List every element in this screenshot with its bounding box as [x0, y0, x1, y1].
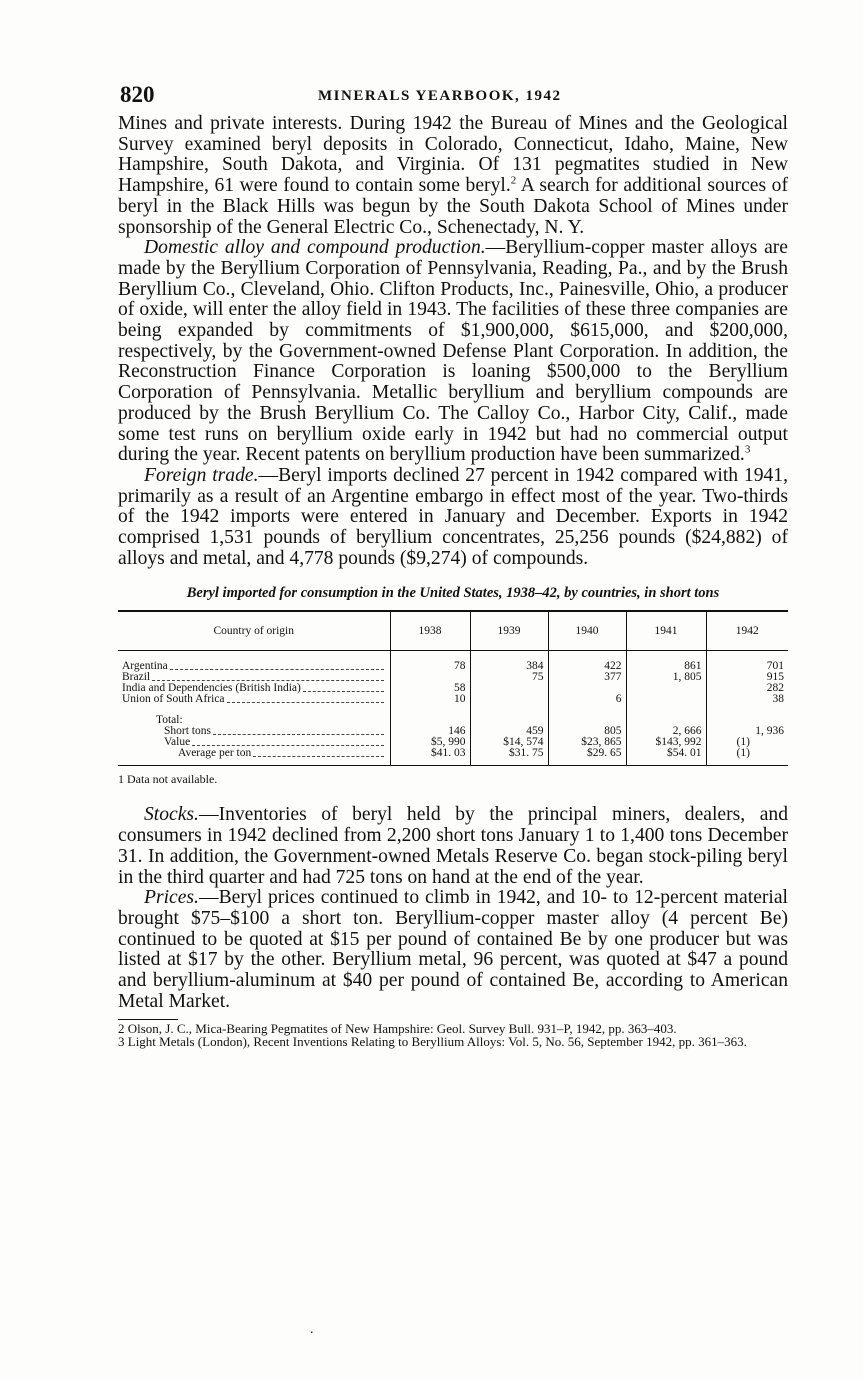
- row-label: Short tons: [164, 726, 211, 738]
- table-cell: [626, 694, 706, 705]
- section-heading-stocks: Stocks.: [144, 804, 199, 826]
- table-caption: Beryl imported for consumption in the United States, 1938–42, by countries, in short tons: [186, 585, 720, 602]
- section-heading-domestic-alloy: Domestic alloy and compound production.: [144, 237, 486, 259]
- column-header: 1942: [706, 611, 788, 651]
- table-row: [118, 748, 788, 766]
- table-row: [118, 694, 788, 705]
- table-cell: $143, 992: [626, 737, 706, 748]
- table-cell: 146: [390, 726, 470, 737]
- paragraph-domestic-alloy: Domestic alloy and compound production.—Beryllium-copper master alloys are made by the Beryllium Corporation of Pennsylvania, Reading, Pa., and by the Brush Beryllium Co., Cleveland, Ohio. Clifton Products, Inc., Painesville, Ohio, a producer of oxide, will enter the alloy field in 1943. The facilities of these three companies are being expanded by commitments of $1,900,000, $615,000, and $200,000, respectively, by the Government-owned Defense Plant Corporation. In addition, the Reconstruction Finance Corporation is loaning $500,000 to the Beryllium Corporation of Pennsylvania. Metallic beryllium and beryllium compounds are produced by the Brush Beryllium Co. The Calloy Co., Harbor City, Calif., made some test runs on beryllium oxide early in 1942 but had no commercial output during the year. Recent patents on beryllium production have been summarized.$^3$: [118, 237, 788, 466]
- page-header: [118, 82, 788, 112]
- column-header: 1941: [626, 611, 706, 651]
- table-cell: 805: [548, 726, 626, 737]
- column-header: 1939: [470, 611, 548, 651]
- table-cell: $23, 865: [548, 737, 626, 748]
- table-cell: (1): [706, 748, 788, 766]
- table-cell: 10: [390, 694, 470, 705]
- row-label: Value: [164, 737, 191, 749]
- total-label: Total:: [156, 714, 183, 727]
- row-label: India and Dependencies (British India): [122, 683, 301, 695]
- table-cell: (1): [706, 737, 788, 748]
- table-cell: $14, 574: [470, 737, 548, 748]
- table-cell: 75: [470, 672, 548, 683]
- footnote: 2 Olson, J. C., Mica-Bearing Pegmatites of New Hampshire: Geol. Survey Bull. 931–P, 1942, pp. 363–403.: [118, 1020, 677, 1036]
- table-cell: 861: [626, 661, 706, 672]
- table-cell: 915: [706, 672, 788, 683]
- table-cell: $41. 03: [390, 748, 470, 766]
- row-label: Average per ton: [178, 748, 252, 760]
- table-cell: 78: [390, 661, 470, 672]
- table-cell: 1, 936: [706, 726, 788, 737]
- column-header: Country of origin: [118, 611, 390, 651]
- running-title: MINERALS YEARBOOK, 1942: [318, 88, 562, 104]
- table-row: [118, 683, 788, 694]
- table-cell: 58: [390, 683, 470, 694]
- table-cell: 422: [548, 661, 626, 672]
- table-cell: $54. 01: [626, 748, 706, 766]
- footnote-rule: [118, 1019, 178, 1020]
- table-cell: 2, 666: [626, 726, 706, 737]
- table-cell: [470, 683, 548, 694]
- table-cell: $29. 65: [548, 748, 626, 766]
- page-mark: .: [310, 1322, 314, 1337]
- table-cell: [470, 694, 548, 705]
- table-cell: $5, 990: [390, 737, 470, 748]
- page-number: 820: [120, 82, 155, 107]
- section-heading-foreign-trade: Foreign trade.: [144, 464, 259, 486]
- beryl-imports-table: [118, 610, 788, 766]
- table-row: [118, 672, 788, 683]
- paragraph-stocks: Stocks.—Inventories of beryl held by the principal miners, dealers, and consumers in 1942 declined from 2,200 short tons January 1 to 1,400 tons December 31. In addition, the Government-owned Metals Reserve Co. began stock-piling beryl in the third quarter and had 725 tons on hand at the end of the year.: [118, 804, 788, 888]
- table-cell: 1, 805: [626, 672, 706, 683]
- footnote: 3 Light Metals (London), Recent Inventions Relating to Beryllium Alloys: Vol. 5, No. 56, September 1942, pp. 361–363.: [118, 1033, 747, 1049]
- table-cell: 459: [470, 726, 548, 737]
- table-cell: $31. 75: [470, 748, 548, 766]
- table-cell: 282: [706, 683, 788, 694]
- table-cell: [626, 683, 706, 694]
- table-header-row: [118, 611, 788, 651]
- row-label: Brazil: [122, 672, 151, 684]
- table-cell: 384: [470, 661, 548, 672]
- paragraph-bureau-of-mines: Mines and private interests. During 1942 the Bureau of Mines and the Geological Survey examined beryl deposits in Colorado, Connecticut, Idaho, Maine, New Hampshire, South Dakota, and Virginia. Of 131 pegmatites studied in New Hampshire, 61 were found to contain some beryl.$^2$ A search for additional sources of beryl in the Black Hills was begun by the South Dakota School of Mines under sponsorship of the General Electric Co., Schenectady, N. Y.: [118, 113, 788, 238]
- table-cell: [548, 683, 626, 694]
- table-footnote: 1 Data not available.: [118, 772, 218, 787]
- table-cell: 6: [548, 694, 626, 705]
- section-heading-prices: Prices.: [144, 887, 199, 909]
- row-label: Argentina: [122, 661, 168, 673]
- table-cell: 701: [706, 661, 788, 672]
- paragraph-prices: Prices.—Beryl prices continued to climb in 1942, and 10- to 12-percent material brought $75–$100 a short ton. Beryllium-copper master alloy (4 percent Be) continued to be quoted at $15 per pound of contained Be by one producer but was listed at $17 by the other. Beryllium metal, 96 percent, was quoted at $47 a pound and beryllium-aluminum at $40 per pound of contained Be, according to American Metal Market.: [118, 887, 788, 1012]
- table-cell: 377: [548, 672, 626, 683]
- row-label: Union of South Africa: [122, 694, 225, 706]
- table-cell: 38: [706, 694, 788, 705]
- document-page: [118, 82, 788, 1048]
- column-header: 1938: [390, 611, 470, 651]
- paragraph-foreign-trade: Foreign trade.—Beryl imports declined 27 percent in 1942 compared with 1941, primarily as a result of an Argentine embargo in effect most of the year. Two-thirds of the 1942 imports were entered in January and December. Exports in 1942 comprised 1,531 pounds of beryllium concentrates, 25,256 pounds ($24,882) of alloys and metal, and 4,778 pounds ($9,274) of compounds.: [118, 464, 788, 569]
- column-header: 1940: [548, 611, 626, 651]
